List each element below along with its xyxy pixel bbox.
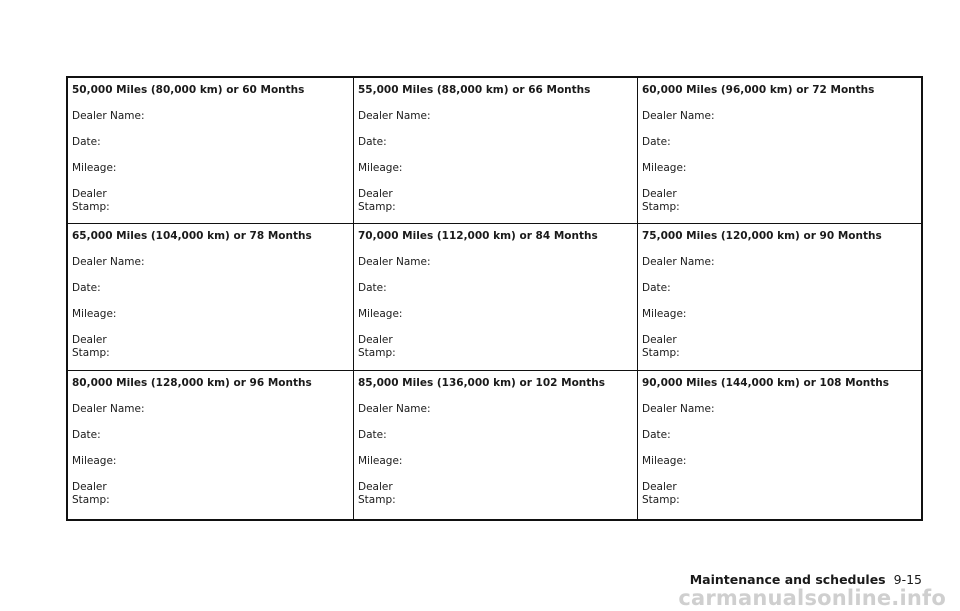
dealer-name-label: Dealer Name: [642, 256, 715, 268]
date-label: Date: [72, 136, 101, 148]
dealer-stamp-label [358, 188, 633, 214]
mileage-label: Mileage: [642, 308, 687, 320]
date-label: Date: [642, 282, 671, 294]
stamp-label: Stamp: [642, 494, 680, 506]
dealer-label: Dealer [358, 188, 393, 200]
dealer-name-label: Dealer Name: [358, 256, 431, 268]
date-label: Date: [642, 136, 671, 148]
interval-title: 85,000 Miles (136,000 km) or 102 Months [358, 377, 606, 389]
interval-title: 90,000 Miles (144,000 km) or 108 Months [642, 377, 890, 389]
date-label: Date: [358, 429, 387, 441]
section-title: Maintenance and schedules [689, 572, 886, 587]
dealer-stamp-label [642, 334, 917, 360]
date-label: Date: [358, 136, 387, 148]
mileage-label: Mileage: [72, 308, 117, 320]
dealer-label: Dealer [642, 334, 677, 346]
record-cell [354, 224, 638, 371]
dealer-label: Dealer [358, 334, 393, 346]
record-cell [68, 371, 354, 519]
dealer-stamp-label [72, 481, 349, 507]
stamp-label: Stamp: [72, 201, 110, 213]
watermark: carmanualsonline.info [678, 586, 946, 610]
interval-title: 55,000 Miles (88,000 km) or 66 Months [358, 84, 591, 96]
date-label: Date: [642, 429, 671, 441]
dealer-stamp-label [358, 481, 633, 507]
mileage-label: Mileage: [642, 162, 687, 174]
stamp-label: Stamp: [72, 347, 110, 359]
interval-title: 60,000 Miles (96,000 km) or 72 Months [642, 84, 875, 96]
interval-title: 65,000 Miles (104,000 km) or 78 Months [72, 230, 312, 242]
stamp-label: Stamp: [358, 494, 396, 506]
dealer-label: Dealer [72, 481, 107, 493]
stamp-label: Stamp: [358, 347, 396, 359]
record-cell [354, 78, 638, 224]
stamp-label: Stamp: [642, 347, 680, 359]
dealer-name-label: Dealer Name: [72, 110, 145, 122]
record-cell [638, 78, 921, 224]
dealer-name-label: Dealer Name: [72, 403, 145, 415]
record-cell [68, 224, 354, 371]
dealer-label: Dealer [358, 481, 393, 493]
record-cell [354, 371, 638, 519]
mileage-label: Mileage: [642, 455, 687, 467]
maintenance-record-table [66, 76, 923, 521]
page-number: 9-15 [893, 572, 922, 587]
dealer-name-label: Dealer Name: [72, 256, 145, 268]
dealer-name-label: Dealer Name: [642, 403, 715, 415]
dealer-label: Dealer [72, 188, 107, 200]
stamp-label: Stamp: [642, 201, 680, 213]
interval-title: 80,000 Miles (128,000 km) or 96 Months [72, 377, 312, 389]
dealer-name-label: Dealer Name: [642, 110, 715, 122]
dealer-name-label: Dealer Name: [358, 110, 431, 122]
date-label: Date: [72, 282, 101, 294]
interval-title: 70,000 Miles (112,000 km) or 84 Months [358, 230, 598, 242]
mileage-label: Mileage: [358, 162, 403, 174]
mileage-label: Mileage: [358, 455, 403, 467]
dealer-label: Dealer [642, 188, 677, 200]
interval-title: 50,000 Miles (80,000 km) or 60 Months [72, 84, 305, 96]
dealer-stamp-label [358, 334, 633, 360]
dealer-name-label: Dealer Name: [358, 403, 431, 415]
dealer-stamp-label [72, 334, 349, 360]
mileage-label: Mileage: [72, 162, 117, 174]
interval-title: 75,000 Miles (120,000 km) or 90 Months [642, 230, 882, 242]
dealer-stamp-label [72, 188, 349, 214]
date-label: Date: [72, 429, 101, 441]
date-label: Date: [358, 282, 387, 294]
mileage-label: Mileage: [358, 308, 403, 320]
record-cell [68, 78, 354, 224]
dealer-stamp-label [642, 481, 917, 507]
dealer-label: Dealer [72, 334, 107, 346]
dealer-label: Dealer [642, 481, 677, 493]
record-cell [638, 371, 921, 519]
dealer-stamp-label [642, 188, 917, 214]
mileage-label: Mileage: [72, 455, 117, 467]
record-cell [638, 224, 921, 371]
stamp-label: Stamp: [72, 494, 110, 506]
stamp-label: Stamp: [358, 201, 396, 213]
